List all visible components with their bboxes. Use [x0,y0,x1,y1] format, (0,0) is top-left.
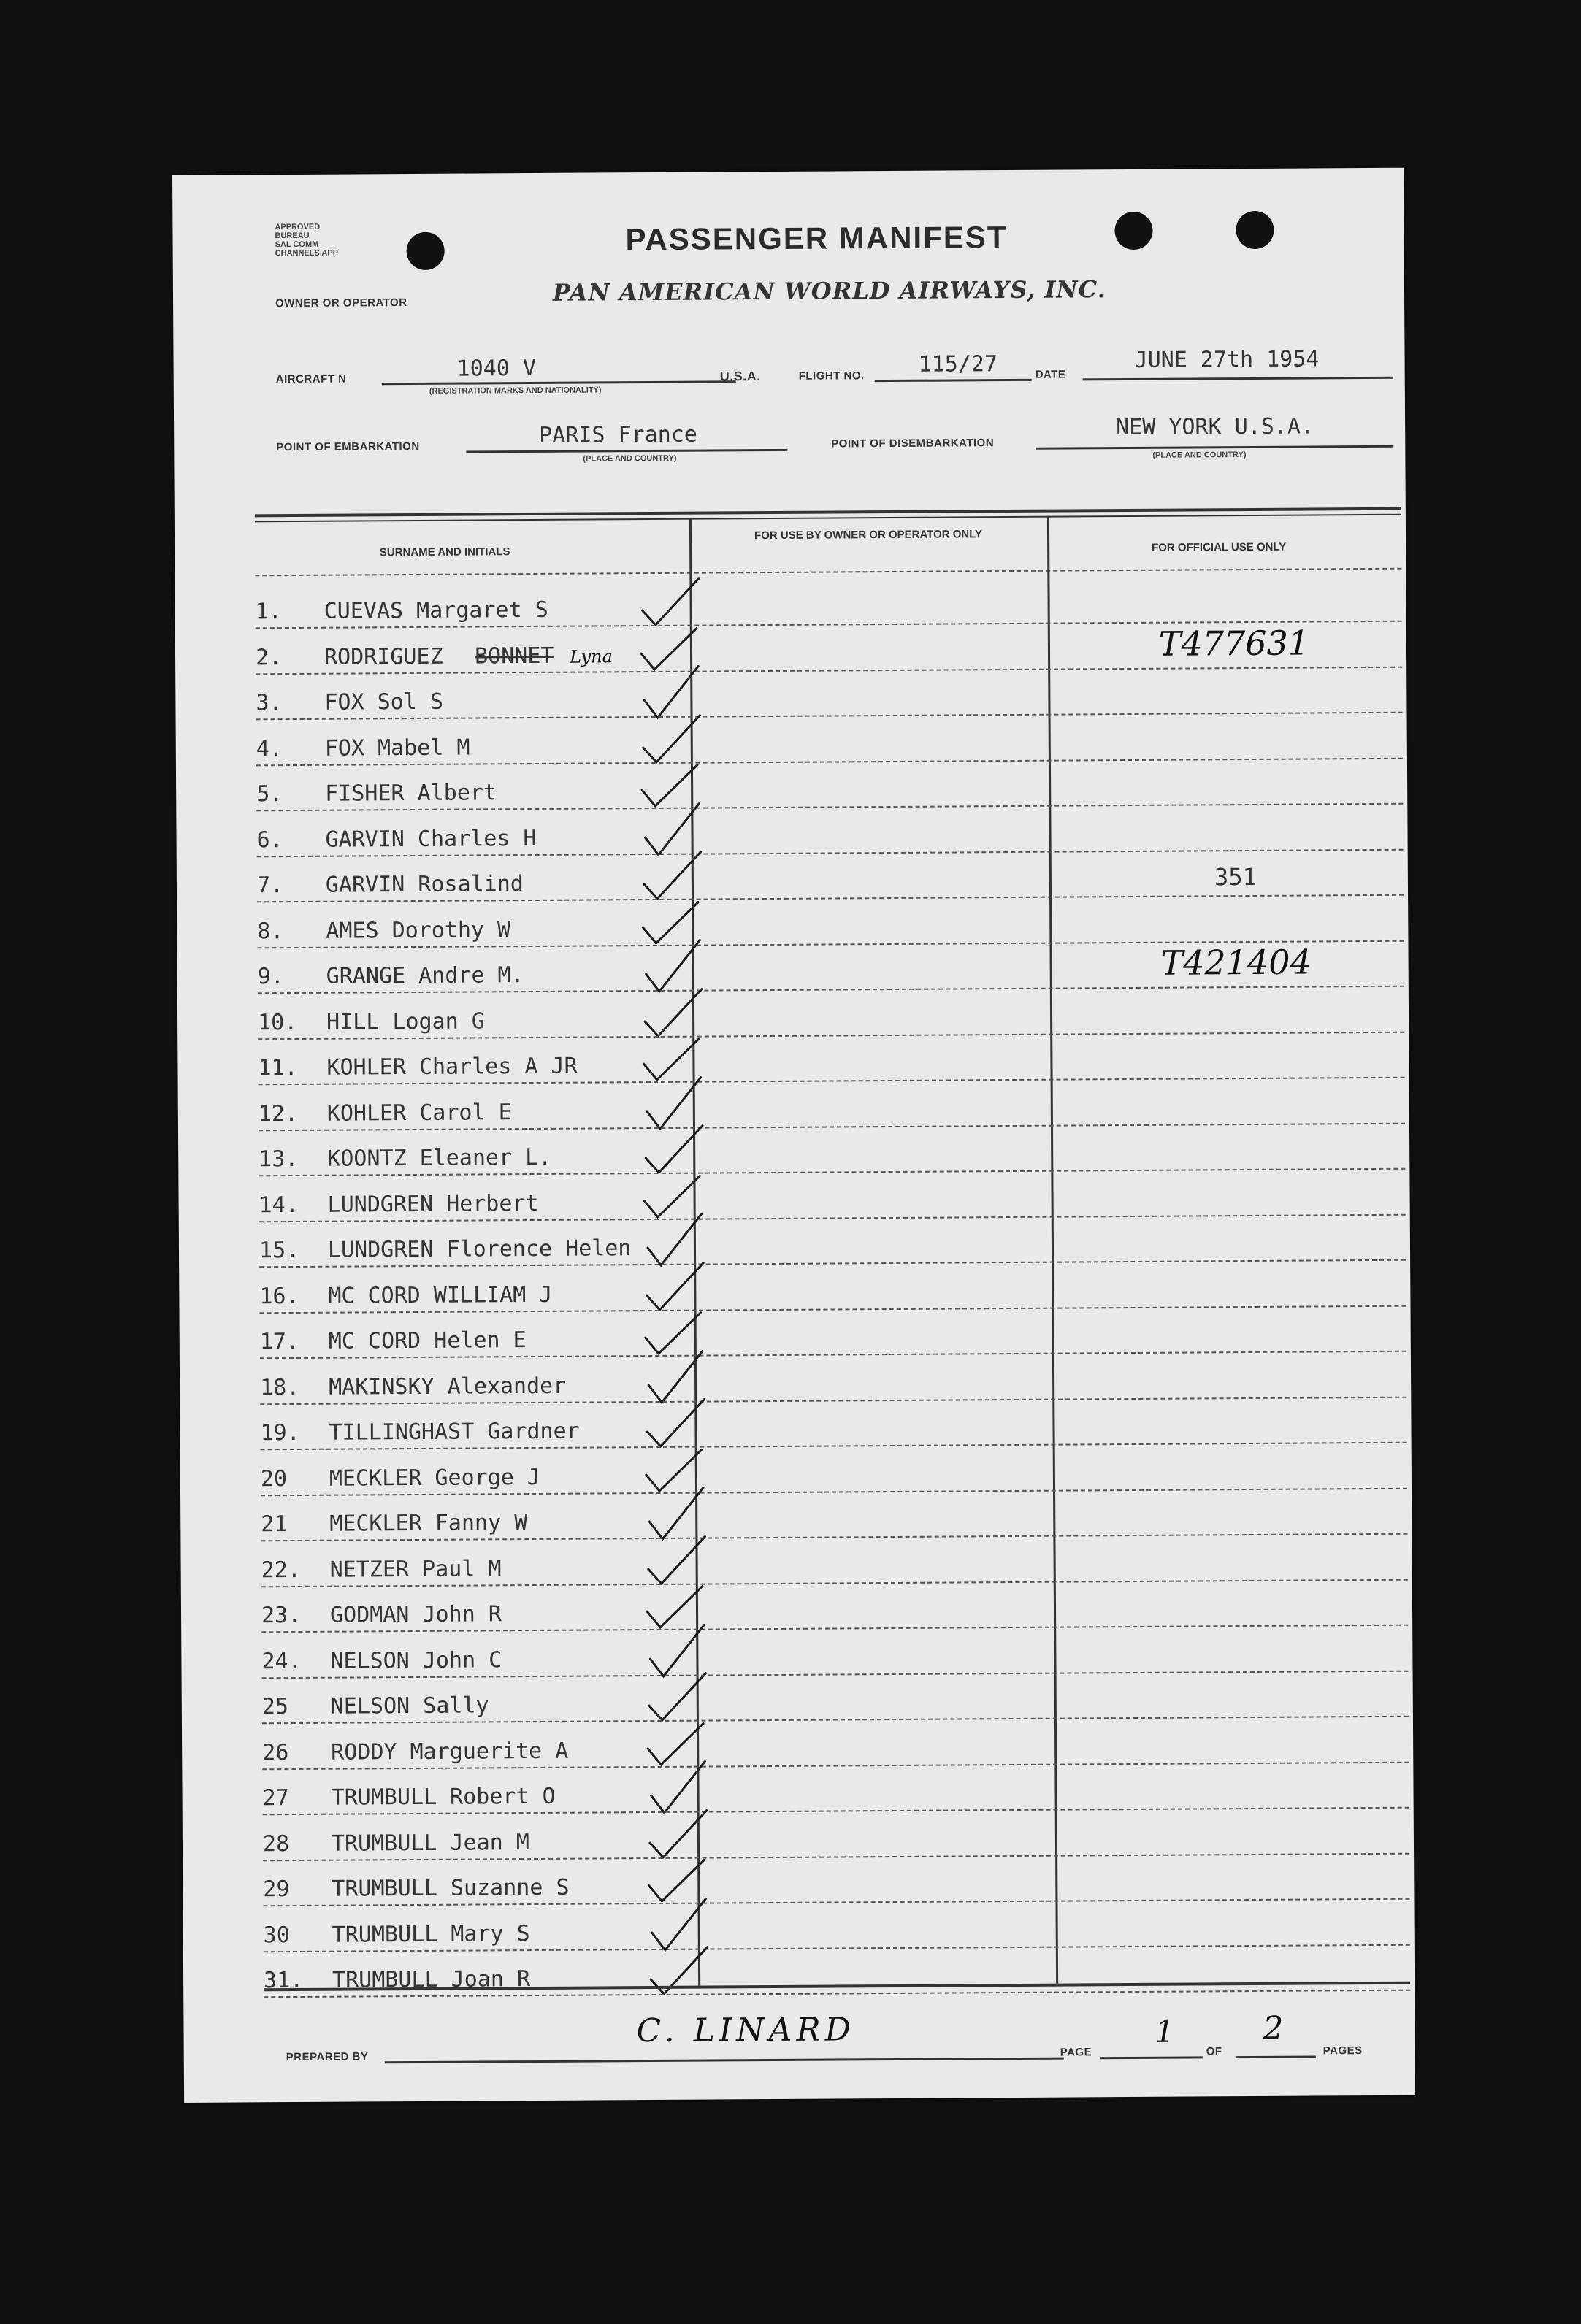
passenger-name: GODMAN John R [329,1601,502,1628]
row-number: 22. [261,1557,301,1583]
passenger-name: GARVIN Rosalind [325,871,524,898]
row-number: 27 [262,1785,289,1811]
table-row [263,1900,1409,1952]
passenger-name: NETZER Paul M [329,1555,502,1583]
passenger-name: RODDY Marguerite A [331,1738,569,1765]
row-number: 1. [255,599,282,625]
table-row [259,1078,1405,1131]
table-row [256,805,1403,857]
manifest-title: PASSENGER MANIFEST [625,220,1008,257]
disembark-value: NEW YORK U.S.A. [1116,413,1314,441]
aircraft-value: 1040 V [456,355,537,382]
passenger-name: FOX Mabel M [324,735,470,762]
page-number: 1 [1155,2013,1175,2049]
passenger-name: KOHLER Carol E [326,1099,512,1127]
passenger-name: TRUMBULL Joan R [332,1966,531,1993]
table-row [256,622,1402,675]
disembark-caption: (PLACE AND COUNTRY) [1152,450,1247,460]
passenger-name: FISHER Albert [325,780,497,807]
punch-hole-right-1 [1114,212,1152,250]
row-number: 4. [256,735,283,762]
table-row [258,987,1404,1040]
prepared-by-label: PREPARED BY [286,2050,369,2064]
manifest-sheet [172,168,1415,2103]
column-header-surname: SURNAME AND INITIALS [379,545,510,559]
punch-hole-left [406,232,444,270]
airline-name: PAN AMERICAN WORLD AIRWAYS, INC. [552,275,1106,307]
row-number: 14. [259,1192,299,1218]
row-number: 5. [256,781,283,808]
row-number: 24. [261,1648,302,1674]
official-notation: 351 [1214,862,1257,891]
passenger-name: GRANGE Andre M. [326,962,524,989]
row-number: 25 [261,1694,289,1720]
row-number: 21 [261,1511,288,1538]
approval-line-2: SAL COMM [275,239,319,250]
row-number: 8. [257,918,284,944]
approval-label: APPROVED [275,222,321,232]
passenger-name: NELSON Sally [330,1692,489,1719]
prepared-underline [385,2058,1064,2064]
table-row [263,1809,1409,1861]
passenger-name: TRUMBULL Jean M [331,1829,529,1857]
passenger-name: NELSON John C [330,1646,502,1674]
row-number: 12. [258,1100,299,1127]
row-number: 26 [262,1739,289,1765]
table-row [261,1535,1407,1587]
table-row [259,1124,1405,1177]
table-row [262,1717,1409,1770]
table-row [257,942,1404,994]
struck-name: BONNET [474,643,554,669]
table-row [260,1398,1406,1451]
table-row [259,1170,1405,1222]
table-row [256,713,1403,766]
passenger-name: MECKLER Fanny W [329,1510,528,1537]
passenger-name: MC CORD WILLIAM J [328,1281,553,1309]
table-row [261,1581,1408,1633]
approval-line-1: BUREAU [275,231,310,241]
row-number: 15. [259,1237,299,1264]
passenger-name: LUNDGREN Herbert [327,1190,539,1218]
row-number: 7. [256,873,284,899]
table-row [260,1307,1406,1359]
row-number: 29 [263,1876,290,1903]
table-row [257,896,1404,948]
row-number: 16. [259,1283,299,1309]
owner-label: OWNER OR OPERATOR [275,296,407,310]
of-label: OF [1206,2045,1222,2058]
table-row [259,1261,1406,1314]
passenger-name: MC CORD Helen E [328,1327,527,1354]
row-number: 10. [257,1009,298,1035]
passenger-name: TRUMBULL Mary S [332,1920,530,1948]
table-row [261,1443,1407,1496]
punch-hole-right-2 [1236,211,1274,249]
embark-label: POINT OF EMBARKATION [276,440,420,454]
row-number: 23. [261,1602,302,1629]
passenger-name: KOHLER Charles A JR [326,1053,578,1081]
official-notation: T421404 [1160,942,1312,983]
flight-value: 115/27 [918,351,998,377]
passenger-name: TILLINGHAST Gardner [329,1418,580,1446]
passenger-name: MECKLER George J [329,1464,540,1492]
passenger-name: FOX Sol S [324,689,444,716]
passenger-name: RODRIGUEZ [324,643,443,670]
embark-value: PARIS France [539,421,698,448]
column-header-official-use: FOR OFFICIAL USE ONLY [1151,540,1287,554]
flight-label: FLIGHT NO. [798,369,865,383]
passenger-name: GARVIN Charles H [325,825,537,853]
page-underline [1100,2056,1203,2059]
table-row [262,1763,1409,1816]
row-number: 28 [262,1830,290,1857]
checkmark-icon [643,1941,709,2001]
table-row [258,1033,1404,1086]
date-value: JUNE 27th 1954 [1134,346,1320,373]
row-number: 3. [256,690,283,716]
pages-label: PAGES [1322,2044,1363,2058]
table-row [257,851,1404,903]
table-row [255,577,1401,629]
column-header-owner-use: FOR USE BY OWNER OR OPERATOR ONLY [754,528,983,542]
row-number: 9. [257,964,284,990]
header-bottom-rule [255,568,1401,577]
disembark-label: POINT OF DISEMBARKATION [831,437,995,450]
prepared-by-signature: C. LINARD [636,2011,856,2050]
table-row [256,668,1402,721]
passenger-name: KOONTZ Eleaner L. [327,1144,552,1172]
official-notation: T477631 [1158,623,1310,664]
row-number: 17. [259,1328,300,1355]
passenger-name: MAKINSKY Alexander [329,1373,567,1400]
passenger-name: TRUMBULL Suzanne S [332,1874,570,1902]
row-number: 2. [255,644,283,670]
table-row [261,1626,1408,1679]
table-row [259,1216,1406,1268]
pages-total: 2 [1263,2009,1284,2047]
row-number: 20 [260,1465,288,1492]
date-underline [1083,377,1393,381]
table-row [256,759,1403,812]
table-row [260,1352,1406,1405]
handwritten-name-note: Lyna [569,645,613,667]
usa-label: U.S.A. [719,369,761,384]
row-number: 13. [259,1146,299,1173]
embark-underline [466,449,787,453]
pages-underline [1236,2055,1316,2058]
passenger-name: AMES Dorothy W [326,916,511,944]
row-number: 18. [260,1374,300,1400]
row-number: 19. [260,1419,300,1446]
table-row [262,1672,1409,1725]
aircraft-underline [382,380,736,385]
approval-stamp [275,223,338,258]
date-label: DATE [1035,368,1066,381]
row-number: 30 [263,1922,290,1948]
passenger-name: CUEVAS Margaret S [324,597,548,624]
flight-underline [875,379,1032,382]
table-row [263,1855,1409,1907]
table-row [261,1489,1407,1542]
row-number: 11. [258,1054,298,1081]
approval-line-3: CHANNELS APP [275,248,339,258]
row-number: 6. [256,827,283,853]
passenger-name: LUNDGREN Florence Helen [327,1235,632,1263]
page-label: PAGE [1060,2046,1092,2059]
passenger-name: TRUMBULL Robert O [331,1783,556,1811]
registration-caption: (REGISTRATION MARKS AND NATIONALITY) [429,386,602,396]
aircraft-label: AIRCRAFT N [275,372,347,386]
passenger-name: HILL Logan G [326,1008,485,1035]
row-number: 31. [264,1967,304,1994]
embark-caption: (PLACE AND COUNTRY) [583,453,677,464]
disembark-underline [1036,445,1393,450]
